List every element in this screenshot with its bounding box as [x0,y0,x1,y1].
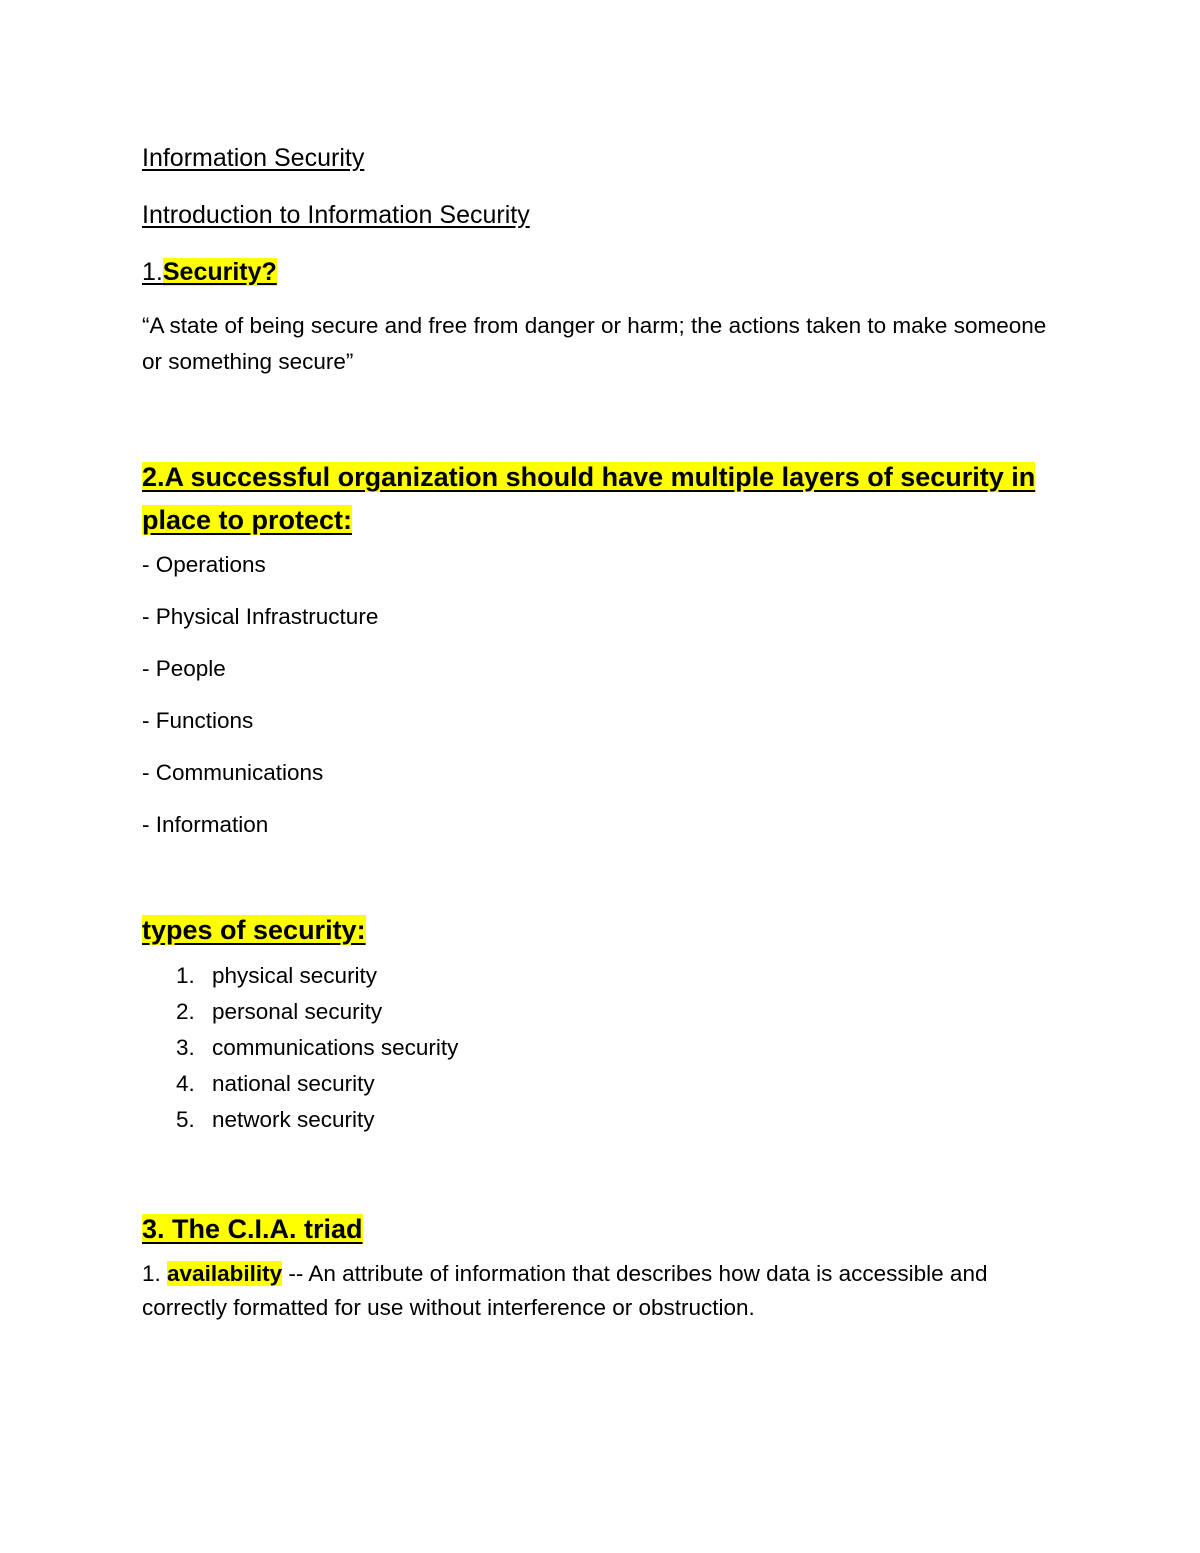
list-item [142,1102,1062,1138]
list-item [142,994,1062,1030]
section2-heading [142,456,1062,542]
list-item-label: personal security [212,999,383,1024]
section1-heading [142,254,1062,290]
types-of-security-heading [142,910,1062,950]
list-item: - Operations [142,552,266,577]
list-item [142,958,1062,994]
list-item: - Information [142,812,269,837]
list-item-label: physical security [212,963,378,988]
document-title: Information Security [142,144,365,172]
list-item: - Functions [142,708,254,733]
types-heading-text: types of security: [142,915,366,945]
document-body [142,140,1062,1325]
list-item-label: network security [212,1107,375,1132]
types-of-security-list [142,958,1062,1138]
section2-heading-text: A successful organization should have multiple layers of security in place to protect: [142,462,1036,535]
list-number: 3. [176,1035,195,1060]
availability-description: -- An attribute of information that describes how data is accessible and correctly formatted for use without interference or obstruction. [142,1261,988,1320]
cia-heading-text: 3. The C.I.A. triad [142,1214,363,1244]
document-subtitle: Introduction to Information Security [142,201,530,229]
list-item-label: communications security [212,1035,459,1060]
section2-number: 2. [142,462,165,492]
list-number: 2. [176,999,195,1024]
list-item-label: national security [212,1071,375,1096]
protection-layers-list [142,548,1062,842]
list-item [142,1030,1062,1066]
list-item: - Communications [142,760,324,785]
list-item [142,1066,1062,1102]
list-number: 4. [176,1071,195,1096]
security-definition: “A state of being secure and free from danger or harm; the actions taken to make someone or something secure” [142,313,1047,374]
list-item: - Physical Infrastructure [142,604,379,629]
availability-number: 1. [142,1261,161,1286]
availability-term: availability [167,1261,283,1286]
section1-heading-text: Security? [162,258,277,286]
list-number: 5. [176,1107,195,1132]
list-item: - People [142,656,226,681]
cia-triad-heading [142,1209,1062,1249]
availability-definition [142,1257,1062,1325]
list-number: 1. [176,963,195,988]
section1-number: 1. [142,258,163,286]
